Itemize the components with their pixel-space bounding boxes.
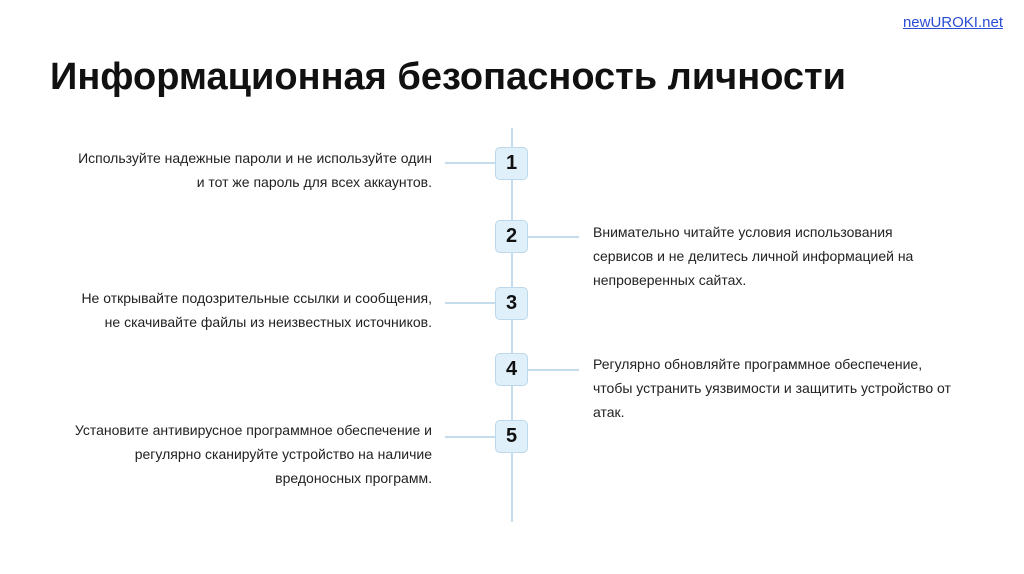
step-connector bbox=[527, 369, 579, 371]
step-text bbox=[32, 418, 432, 490]
step-text bbox=[32, 286, 432, 334]
step-number-box: 3 bbox=[495, 287, 528, 320]
step-text-line: вредоносных программ. bbox=[275, 470, 432, 486]
step-text-line: регулярно сканируйте устройство на наличие bbox=[134, 446, 432, 462]
step-text-line: непроверенных сайтах. bbox=[593, 272, 747, 288]
step-text-line: не скачивайте файлы из неизвестных источников. bbox=[104, 314, 432, 330]
step-text-line: Установите антивирусное программное обеспечение и bbox=[74, 422, 432, 438]
step-text-line: и тот же пароль для всех аккаунтов. bbox=[196, 174, 432, 190]
step-connector bbox=[445, 436, 497, 438]
step-number-box: 5 bbox=[495, 420, 528, 453]
site-link[interactable]: newUROKI.net bbox=[902, 14, 1003, 31]
step-text-line: чтобы устранить уязвимости и защитить устройство от bbox=[593, 380, 951, 396]
step-number-box: 4 bbox=[495, 353, 528, 386]
step-text-line: атак. bbox=[593, 404, 625, 420]
step-text-line: Не открывайте подозрительные ссылки и сообщения, bbox=[81, 290, 432, 306]
step-text-line: Регулярно обновляйте программное обеспечение, bbox=[593, 356, 923, 372]
step-connector bbox=[445, 302, 497, 304]
step-number-box: 1 bbox=[495, 147, 528, 180]
timeline-axis bbox=[511, 128, 513, 522]
step-text bbox=[593, 352, 983, 424]
step-connector bbox=[445, 162, 497, 164]
page-title: Информационная безопасность личности bbox=[50, 56, 847, 98]
step-text bbox=[32, 146, 432, 194]
step-text-line: сервисов и не делитесь личной информацией на bbox=[593, 248, 914, 264]
step-text bbox=[593, 220, 983, 292]
step-connector bbox=[527, 236, 579, 238]
step-text-line: Внимательно читайте условия использования bbox=[593, 224, 893, 240]
step-number-box: 2 bbox=[495, 220, 528, 253]
step-text-line: Используйте надежные пароли и не используйте один bbox=[78, 150, 432, 166]
